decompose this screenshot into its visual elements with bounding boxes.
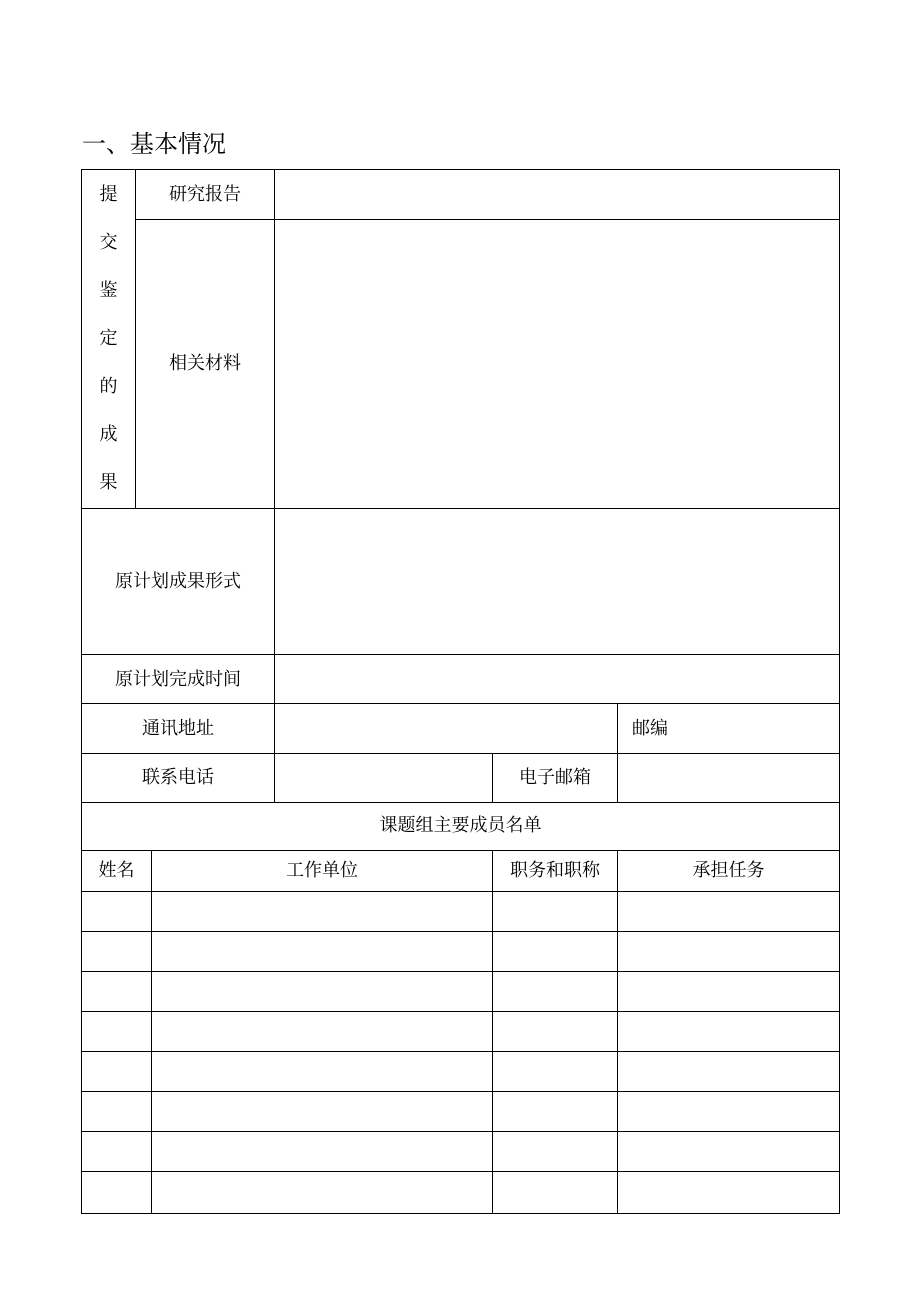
member-row [82, 1171, 840, 1213]
header-position: 职务和职称 [493, 850, 618, 891]
members-title: 课题组主要成员名单 [82, 802, 840, 850]
submitted-results-char: 鉴 [99, 280, 118, 302]
related-materials-label: 相关材料 [136, 220, 275, 509]
member-work-unit-cell[interactable] [152, 1171, 493, 1213]
member-row [82, 931, 840, 971]
member-task-cell[interactable] [618, 1011, 840, 1051]
member-position-cell[interactable] [493, 971, 618, 1011]
address-field[interactable] [275, 704, 618, 753]
member-work-unit-cell[interactable] [152, 1091, 493, 1131]
member-position-cell[interactable] [493, 1131, 618, 1171]
submitted-results-char: 成 [99, 424, 118, 446]
member-name-cell[interactable] [82, 1091, 152, 1131]
member-name-cell[interactable] [82, 1171, 152, 1213]
planned-form-label: 原计划成果形式 [82, 509, 275, 655]
postcode-field[interactable] [618, 704, 840, 753]
member-work-unit-cell[interactable] [152, 1051, 493, 1091]
member-work-unit-cell[interactable] [152, 1131, 493, 1171]
member-position-cell[interactable] [493, 1051, 618, 1091]
member-row [82, 1091, 840, 1131]
submitted-results-char: 定 [99, 328, 118, 350]
basic-info-form [81, 169, 840, 1214]
header-name: 姓名 [82, 850, 152, 891]
postcode-label: 邮编 [632, 717, 668, 739]
planned-form-field[interactable] [275, 509, 840, 655]
submitted-results-char: 果 [99, 472, 118, 494]
research-report-field[interactable] [275, 170, 840, 220]
member-task-cell[interactable] [618, 971, 840, 1011]
header-work-unit: 工作单位 [152, 850, 493, 891]
phone-label: 联系电话 [82, 753, 275, 802]
member-row [82, 1051, 840, 1091]
research-report-label: 研究报告 [136, 170, 275, 220]
member-position-cell[interactable] [493, 1011, 618, 1051]
related-materials-field[interactable] [275, 220, 840, 509]
member-task-cell[interactable] [618, 931, 840, 971]
member-name-cell[interactable] [82, 1131, 152, 1171]
member-task-cell[interactable] [618, 1131, 840, 1171]
submitted-results-label [82, 170, 136, 509]
submitted-results-char: 的 [99, 376, 118, 398]
member-work-unit-cell[interactable] [152, 971, 493, 1011]
address-label: 通讯地址 [82, 704, 275, 753]
member-row [82, 1131, 840, 1171]
section-title: 一、基本情况 [82, 130, 226, 158]
member-position-cell[interactable] [493, 1091, 618, 1131]
submitted-results-char: 提 [99, 184, 118, 206]
member-task-cell[interactable] [618, 1091, 840, 1131]
member-name-cell[interactable] [82, 891, 152, 931]
member-position-cell[interactable] [493, 891, 618, 931]
member-row [82, 1011, 840, 1051]
email-label: 电子邮箱 [493, 753, 618, 802]
planned-time-label: 原计划完成时间 [82, 655, 275, 704]
email-field[interactable] [618, 753, 840, 802]
member-name-cell[interactable] [82, 1051, 152, 1091]
member-name-cell[interactable] [82, 1011, 152, 1051]
submitted-results-char: 交 [99, 232, 118, 254]
member-name-cell[interactable] [82, 971, 152, 1011]
phone-field[interactable] [275, 753, 493, 802]
member-work-unit-cell[interactable] [152, 1011, 493, 1051]
member-work-unit-cell[interactable] [152, 931, 493, 971]
member-row [82, 891, 840, 931]
member-task-cell[interactable] [618, 1051, 840, 1091]
member-work-unit-cell[interactable] [152, 891, 493, 931]
member-position-cell[interactable] [493, 931, 618, 971]
planned-time-field[interactable] [275, 655, 840, 704]
member-name-cell[interactable] [82, 931, 152, 971]
member-task-cell[interactable] [618, 891, 840, 931]
member-position-cell[interactable] [493, 1171, 618, 1213]
header-task: 承担任务 [618, 850, 840, 891]
member-row [82, 971, 840, 1011]
member-task-cell[interactable] [618, 1171, 840, 1213]
